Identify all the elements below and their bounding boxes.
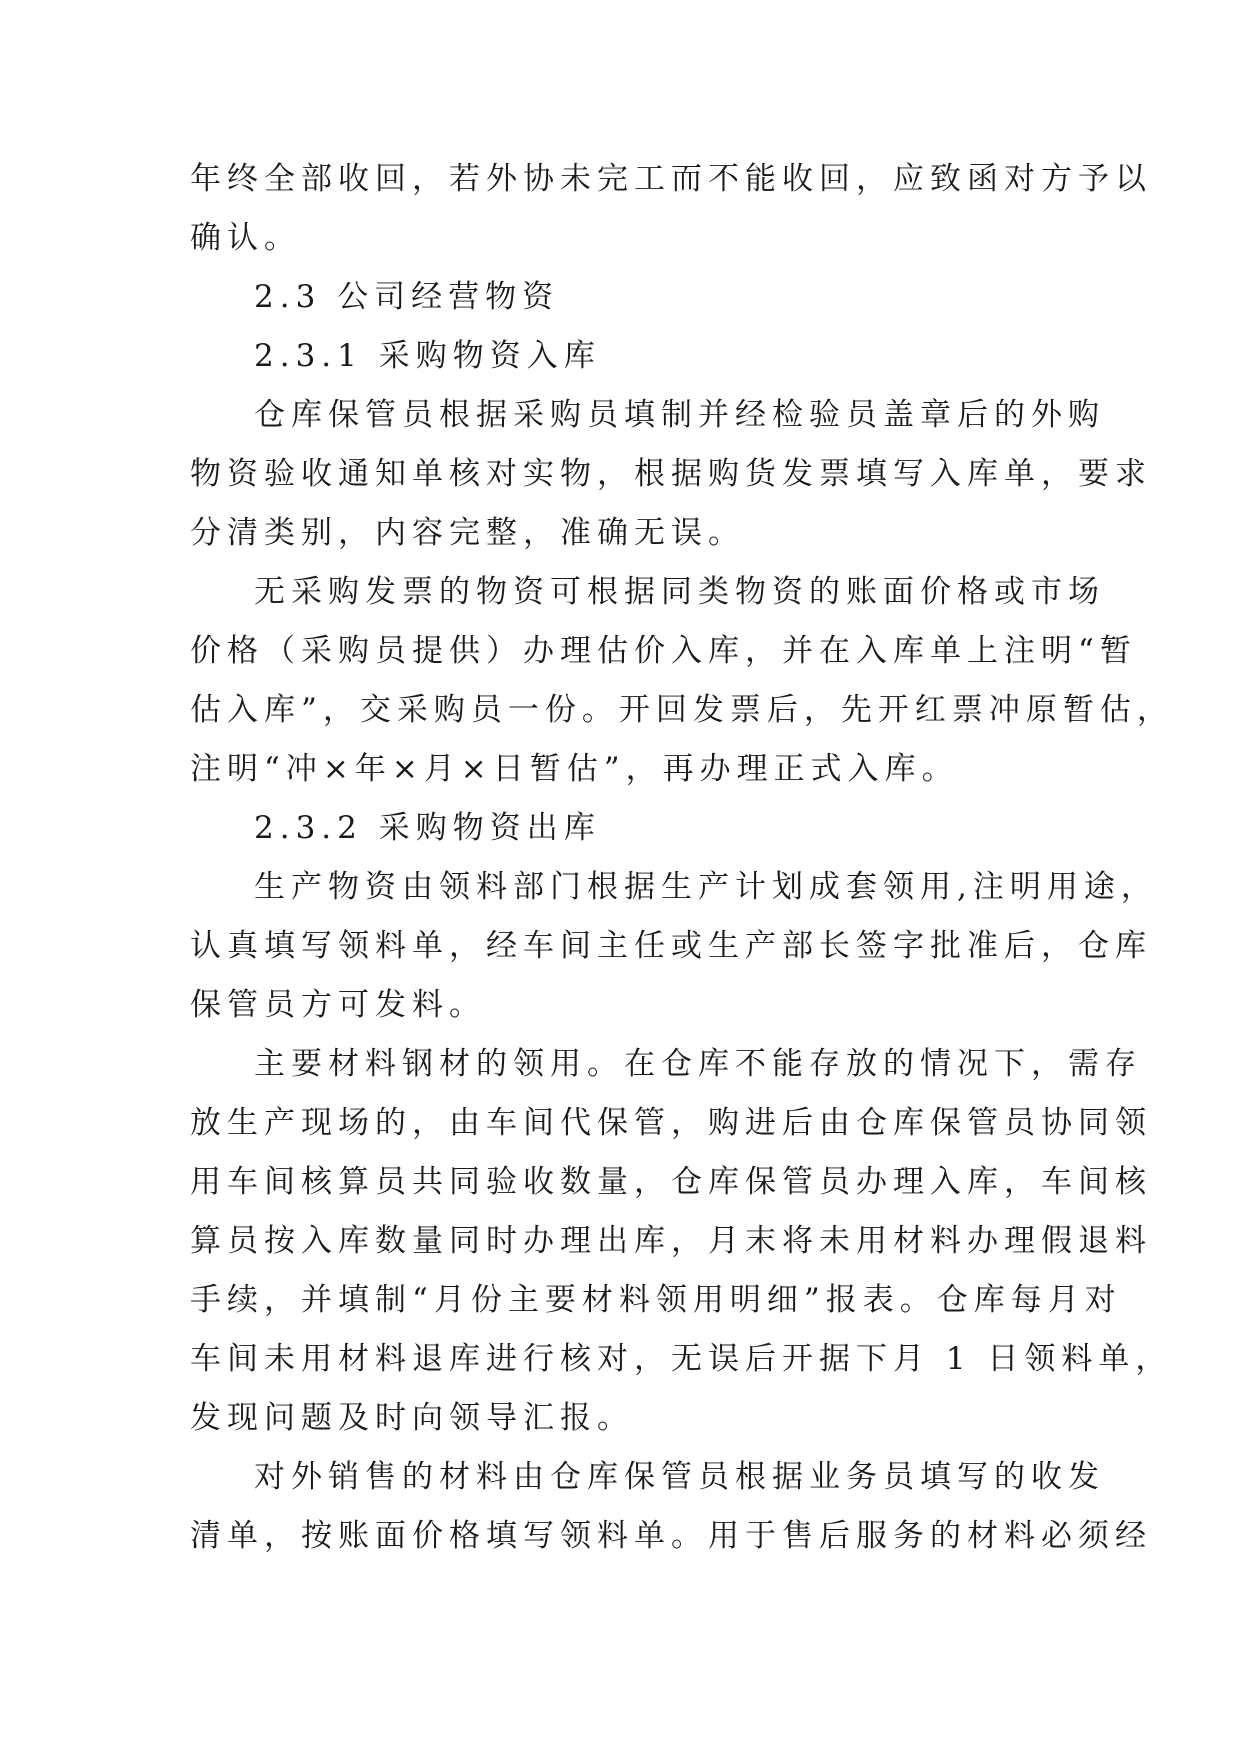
paragraph-line: 仓库保管员根据采购员填制并经检验员盖章后的外购 [254,397,1105,433]
paragraph-line: 分清类别，内容完整，准确无误。 [190,515,745,551]
paragraph-line: 对外销售的材料由仓库保管员根据业务员填写的收发 [254,1459,1105,1495]
paragraph-line: 算员按入库数量同时办理出库，月末将未用材料办理假退料 [190,1223,1152,1259]
paragraph-line: 发现问题及时向领导汇报。 [190,1400,634,1436]
paragraph-line: 生产物资由领料部门根据生产计划成套领用,注明用途， [254,869,1158,905]
section-heading: 2.3 公司经营物资 [254,279,560,315]
paragraph-line: 手续，并填制“月份主要材料领用明细”报表。仓库每月对 [190,1282,1122,1318]
paragraph-line: 确认。 [190,220,301,256]
paragraph-line: 放生产现场的，由车间代保管，购进后由仓库保管员协同领 [190,1105,1152,1141]
paragraph-line: 估入库”，交采购员一份。开回发票后，先开红票冲原暂估， [190,692,1174,728]
paragraph-line: 价格（采购员提供）办理估价入库，并在入库单上注明“暂 [190,633,1137,669]
paragraph-line: 年终全部收回，若外协未完工而不能收回，应致函对方予以 [190,161,1152,197]
paragraph-line: 物资验收通知单核对实物，根据购货发票填写入库单，要求 [190,456,1152,492]
paragraph-line: 清单，按账面价格填写领料单。用于售后服务的材料必须经 [190,1518,1152,1554]
paragraph-line: 主要材料钢材的领用。在仓库不能存放的情况下，需存 [254,1046,1142,1082]
paragraph-line: 保管员方可发料。 [190,987,486,1023]
paragraph-line: 无采购发票的物资可根据同类物资的账面价格或市场 [254,574,1105,610]
paragraph-line: 用车间核算员共同验收数量，仓库保管员办理入库，车间核 [190,1164,1152,1200]
paragraph-line: 认真填写领料单，经车间主任或生产部长签字批准后，仓库 [190,928,1152,964]
document-body [190,150,1174,1566]
paragraph-line: 注明“冲×年×月×日暂估”，再办理正式入库。 [190,751,959,787]
paragraph-line: 车间未用材料退库进行核对，无误后开据下月 1 日领料单， [190,1341,1173,1377]
subsection-heading: 2.3.1 采购物资入库 [254,338,601,374]
subsection-heading: 2.3.2 采购物资出库 [254,810,601,846]
